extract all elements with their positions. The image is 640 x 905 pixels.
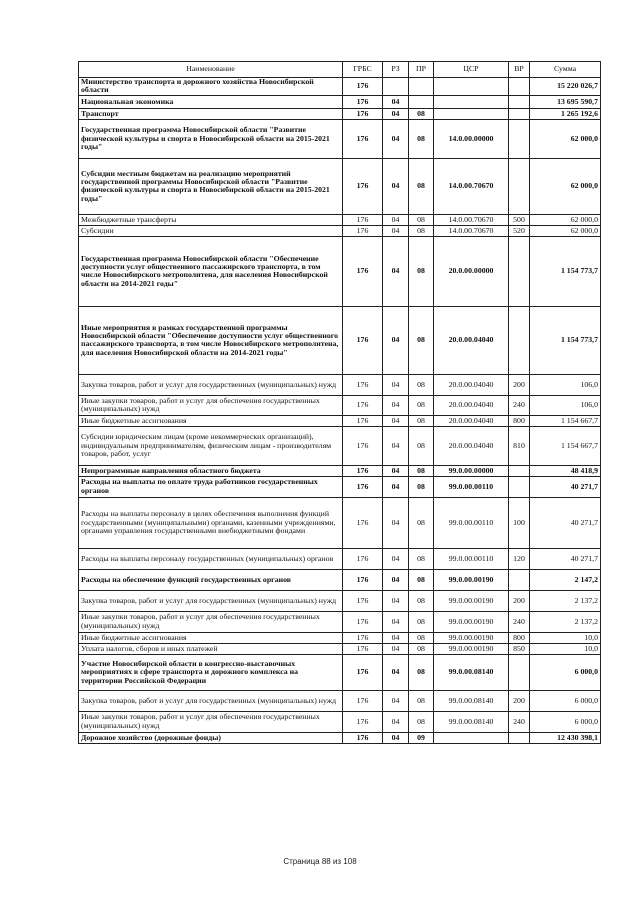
header-vr: ВР	[509, 62, 530, 78]
cell-pr: 08	[409, 465, 434, 476]
cell-grbs: 176	[343, 236, 383, 306]
cell-csr: 20.0.00.04040	[434, 426, 509, 465]
cell-rz: 04	[383, 119, 409, 158]
cell-name: Иные закупки товаров, работ и услуг для обеспечения государственных (муниципальных) нужд	[79, 395, 343, 415]
cell-grbs: 176	[343, 711, 383, 732]
cell-grbs: 176	[343, 108, 383, 119]
cell-name: Расходы на выплаты персоналу в целях обеспечения выполнения функций государственными (муниципальными) органами, казенными учреждениями, органами управления государственными внебюджетными фондами	[79, 497, 343, 548]
cell-vr	[509, 569, 530, 590]
cell-csr	[434, 732, 509, 743]
cell-vr	[509, 236, 530, 306]
cell-pr: 08	[409, 158, 434, 214]
cell-pr: 08	[409, 306, 434, 374]
cell-vr: 120	[509, 548, 530, 569]
cell-vr: 500	[509, 214, 530, 225]
cell-sum: 12 430 398,1	[530, 732, 601, 743]
cell-rz: 04	[383, 426, 409, 465]
cell-pr	[409, 78, 434, 96]
cell-vr	[509, 476, 530, 497]
cell-csr: 20.0.00.04040	[434, 395, 509, 415]
cell-name: Субсидии юридическим лицам (кроме некоммерческих организаций), индивидуальным предпринимателям, физическим лицам - производителям товаров, работ, услуг	[79, 426, 343, 465]
cell-sum: 1 154 773,7	[530, 306, 601, 374]
cell-csr: 99.0.00.00000	[434, 465, 509, 476]
cell-vr	[509, 119, 530, 158]
cell-sum: 62 000,0	[530, 158, 601, 214]
table-header-row	[79, 62, 601, 78]
cell-sum: 106,0	[530, 374, 601, 395]
cell-rz: 04	[383, 214, 409, 225]
cell-vr	[509, 108, 530, 119]
cell-name: Субсидии	[79, 225, 343, 236]
cell-pr: 08	[409, 119, 434, 158]
cell-sum: 2 137,2	[530, 611, 601, 632]
header-rz: РЗ	[383, 62, 409, 78]
cell-pr: 08	[409, 611, 434, 632]
cell-grbs: 176	[343, 306, 383, 374]
cell-vr	[509, 306, 530, 374]
table-row	[79, 632, 601, 643]
cell-pr: 08	[409, 426, 434, 465]
cell-rz: 04	[383, 395, 409, 415]
table-row	[79, 654, 601, 690]
cell-vr: 240	[509, 395, 530, 415]
cell-sum: 6 000,0	[530, 711, 601, 732]
cell-grbs: 176	[343, 465, 383, 476]
cell-sum: 1 154 667,7	[530, 426, 601, 465]
cell-rz: 04	[383, 732, 409, 743]
cell-sum: 1 154 773,7	[530, 236, 601, 306]
cell-pr	[409, 95, 434, 108]
cell-pr: 08	[409, 236, 434, 306]
cell-rz: 04	[383, 632, 409, 643]
table-row	[79, 590, 601, 611]
cell-pr: 08	[409, 214, 434, 225]
cell-rz: 04	[383, 590, 409, 611]
cell-pr: 09	[409, 732, 434, 743]
cell-name: Транспорт	[79, 108, 343, 119]
cell-rz	[383, 78, 409, 96]
header-name: Наименование	[79, 62, 343, 78]
cell-grbs: 176	[343, 78, 383, 96]
cell-name: Государственная программа Новосибирской области "Развитие физической культуры и спорта в Новосибирской области на 2015-2021 годы"	[79, 119, 343, 158]
table-row	[79, 119, 601, 158]
cell-name: Государственная программа Новосибирской области "Обеспечение доступности услуг общественного пассажирского транспорта, в том числе Новосибирского метрополитена, для населения Новосибирской области на 2014-2021 годы"	[79, 236, 343, 306]
cell-vr: 810	[509, 426, 530, 465]
cell-grbs: 176	[343, 590, 383, 611]
header-csr: ЦСР	[434, 62, 509, 78]
table-row	[79, 236, 601, 306]
cell-vr: 200	[509, 590, 530, 611]
cell-name: Непрограммные направления областного бюджета	[79, 465, 343, 476]
cell-sum: 62 000,0	[530, 214, 601, 225]
table-row	[79, 158, 601, 214]
cell-csr: 20.0.00.00000	[434, 236, 509, 306]
cell-sum: 62 000,0	[530, 119, 601, 158]
cell-pr: 08	[409, 415, 434, 426]
cell-vr: 100	[509, 497, 530, 548]
cell-vr: 520	[509, 225, 530, 236]
table-row	[79, 415, 601, 426]
cell-sum: 13 695 590,7	[530, 95, 601, 108]
cell-sum: 10,0	[530, 632, 601, 643]
cell-rz: 04	[383, 465, 409, 476]
cell-name: Закупка товаров, работ и услуг для государственных (муниципальных) нужд	[79, 690, 343, 711]
table-row	[79, 395, 601, 415]
cell-grbs: 176	[343, 497, 383, 548]
page-number: Страница 88 из 108	[283, 857, 357, 866]
cell-csr: 99.0.00.00110	[434, 476, 509, 497]
cell-csr: 20.0.00.04040	[434, 415, 509, 426]
cell-pr: 08	[409, 374, 434, 395]
cell-csr: 99.0.00.00110	[434, 497, 509, 548]
budget-table	[78, 61, 601, 744]
table-row	[79, 465, 601, 476]
table-row	[79, 225, 601, 236]
cell-pr: 08	[409, 108, 434, 119]
cell-rz: 04	[383, 306, 409, 374]
cell-vr	[509, 732, 530, 743]
table-row	[79, 711, 601, 732]
cell-name: Расходы на выплаты по оплате труда работников государственных органов	[79, 476, 343, 497]
cell-grbs: 176	[343, 95, 383, 108]
cell-csr: 14.0.00.70670	[434, 214, 509, 225]
table-row	[79, 569, 601, 590]
cell-rz: 04	[383, 225, 409, 236]
table-row	[79, 548, 601, 569]
cell-sum: 6 000,0	[530, 654, 601, 690]
cell-grbs: 176	[343, 643, 383, 654]
cell-grbs: 176	[343, 732, 383, 743]
cell-vr: 850	[509, 643, 530, 654]
cell-sum: 15 220 026,7	[530, 78, 601, 96]
cell-name: Иные закупки товаров, работ и услуг для обеспечения государственных (муниципальных) нужд	[79, 711, 343, 732]
cell-csr: 99.0.00.00110	[434, 548, 509, 569]
cell-sum: 6 000,0	[530, 690, 601, 711]
cell-name: Иные мероприятия в рамках государственной программы Новосибирской области "Обеспечение доступности услуг общественного пассажирского транспорта, в том числе Новосибирского метрополитена, для населения Новосибирской области на 2014-2021 годы"	[79, 306, 343, 374]
cell-rz: 04	[383, 236, 409, 306]
cell-grbs: 176	[343, 225, 383, 236]
cell-name: Закупка товаров, работ и услуг для государственных (муниципальных) нужд	[79, 590, 343, 611]
cell-csr: 14.0.00.70670	[434, 225, 509, 236]
cell-name: Министерство транспорта и дорожного хозяйства Новосибирской области	[79, 78, 343, 96]
cell-rz: 04	[383, 569, 409, 590]
cell-csr	[434, 108, 509, 119]
cell-pr: 08	[409, 497, 434, 548]
cell-rz: 04	[383, 654, 409, 690]
cell-vr	[509, 78, 530, 96]
cell-vr	[509, 158, 530, 214]
header-sum: Сумма	[530, 62, 601, 78]
cell-csr: 14.0.00.70670	[434, 158, 509, 214]
cell-grbs: 176	[343, 426, 383, 465]
cell-name: Иные бюджетные ассигнования	[79, 415, 343, 426]
cell-csr: 20.0.00.04040	[434, 374, 509, 395]
cell-pr: 08	[409, 569, 434, 590]
table-row	[79, 95, 601, 108]
cell-rz: 04	[383, 374, 409, 395]
cell-csr: 14.0.00.00000	[434, 119, 509, 158]
cell-rz: 04	[383, 476, 409, 497]
cell-pr: 08	[409, 711, 434, 732]
cell-pr: 08	[409, 476, 434, 497]
cell-csr	[434, 95, 509, 108]
cell-name: Иные бюджетные ассигнования	[79, 632, 343, 643]
table-body	[79, 78, 601, 744]
table-row	[79, 374, 601, 395]
cell-grbs: 176	[343, 569, 383, 590]
cell-grbs: 176	[343, 395, 383, 415]
table-row	[79, 611, 601, 632]
header-pr: ПР	[409, 62, 434, 78]
cell-grbs: 176	[343, 632, 383, 643]
cell-csr: 99.0.00.00190	[434, 611, 509, 632]
cell-sum: 1 154 667,7	[530, 415, 601, 426]
cell-grbs: 176	[343, 374, 383, 395]
cell-sum: 62 000,0	[530, 225, 601, 236]
cell-name: Участие Новосибирской области в конгрессно-выставочных мероприятиях в сфере транспорта и дорожного комплекса на территории Российской Федерации	[79, 654, 343, 690]
cell-name: Иные закупки товаров, работ и услуг для обеспечения государственных (муниципальных) нужд	[79, 611, 343, 632]
cell-pr: 08	[409, 225, 434, 236]
cell-rz: 04	[383, 611, 409, 632]
cell-csr: 99.0.00.08140	[434, 690, 509, 711]
cell-pr: 08	[409, 590, 434, 611]
cell-sum: 1 265 192,6	[530, 108, 601, 119]
cell-sum: 40 271,7	[530, 476, 601, 497]
cell-csr: 99.0.00.00190	[434, 632, 509, 643]
cell-pr: 08	[409, 654, 434, 690]
cell-csr: 20.0.00.04040	[434, 306, 509, 374]
table-row	[79, 476, 601, 497]
cell-vr	[509, 95, 530, 108]
cell-sum: 40 271,7	[530, 497, 601, 548]
cell-csr	[434, 78, 509, 96]
table-row	[79, 108, 601, 119]
cell-csr: 99.0.00.00190	[434, 643, 509, 654]
cell-pr: 08	[409, 548, 434, 569]
cell-vr: 240	[509, 611, 530, 632]
cell-vr: 200	[509, 690, 530, 711]
cell-pr: 08	[409, 632, 434, 643]
cell-rz: 04	[383, 643, 409, 654]
cell-pr: 08	[409, 395, 434, 415]
cell-grbs: 176	[343, 654, 383, 690]
cell-name: Закупка товаров, работ и услуг для государственных (муниципальных) нужд	[79, 374, 343, 395]
cell-vr: 800	[509, 415, 530, 426]
table-row	[79, 78, 601, 96]
cell-name: Национальная экономика	[79, 95, 343, 108]
table-row	[79, 497, 601, 548]
cell-name: Расходы на выплаты персоналу государственных (муниципальных) органов	[79, 548, 343, 569]
cell-csr: 99.0.00.00190	[434, 590, 509, 611]
cell-rz: 04	[383, 108, 409, 119]
table-row	[79, 643, 601, 654]
cell-name: Дорожное хозяйство (дорожные фонды)	[79, 732, 343, 743]
cell-name: Уплата налогов, сборов и иных платежей	[79, 643, 343, 654]
cell-vr: 800	[509, 632, 530, 643]
cell-sum: 48 418,9	[530, 465, 601, 476]
cell-sum: 106,0	[530, 395, 601, 415]
cell-grbs: 176	[343, 548, 383, 569]
cell-grbs: 176	[343, 415, 383, 426]
table-row	[79, 214, 601, 225]
header-grbs: ГРБС	[343, 62, 383, 78]
cell-grbs: 176	[343, 158, 383, 214]
cell-grbs: 176	[343, 119, 383, 158]
cell-vr	[509, 654, 530, 690]
cell-rz: 04	[383, 158, 409, 214]
cell-sum: 10,0	[530, 643, 601, 654]
cell-sum: 40 271,7	[530, 548, 601, 569]
cell-csr: 99.0.00.00190	[434, 569, 509, 590]
cell-vr: 200	[509, 374, 530, 395]
cell-sum: 2 147,2	[530, 569, 601, 590]
cell-grbs: 176	[343, 690, 383, 711]
cell-grbs: 176	[343, 476, 383, 497]
cell-name: Межбюджетные трансферты	[79, 214, 343, 225]
table-row	[79, 690, 601, 711]
cell-grbs: 176	[343, 611, 383, 632]
cell-pr: 08	[409, 643, 434, 654]
cell-name: Субсидии местным бюджетам на реализацию мероприятий государственной программы Новосибирской области "Развитие физической культуры и спорта в Новосибирской области на 2015-2021 годы"	[79, 158, 343, 214]
cell-grbs: 176	[343, 214, 383, 225]
cell-rz: 04	[383, 415, 409, 426]
cell-sum: 2 137,2	[530, 590, 601, 611]
cell-csr: 99.0.00.08140	[434, 711, 509, 732]
cell-csr: 99.0.00.08140	[434, 654, 509, 690]
cell-vr: 240	[509, 711, 530, 732]
cell-rz: 04	[383, 690, 409, 711]
table-row	[79, 426, 601, 465]
cell-vr	[509, 465, 530, 476]
table-row	[79, 732, 601, 743]
cell-rz: 04	[383, 711, 409, 732]
table-row	[79, 306, 601, 374]
cell-pr: 08	[409, 690, 434, 711]
cell-name: Расходы на обеспечение функций государственных органов	[79, 569, 343, 590]
cell-rz: 04	[383, 497, 409, 548]
cell-rz: 04	[383, 548, 409, 569]
cell-rz: 04	[383, 95, 409, 108]
